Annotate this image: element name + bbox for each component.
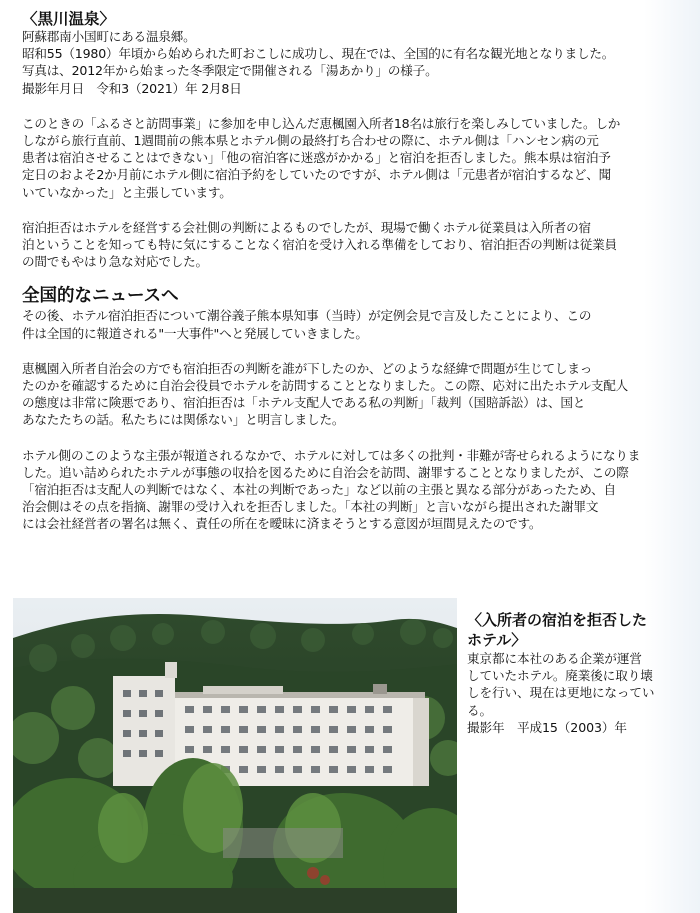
text-line: ホテル側のこのような主張が報道されるなかで、ホテルに対しては多くの批判・非難が寄せられるようになりま <box>22 447 641 463</box>
text-line: いていなかった」と主張しています。 <box>22 184 232 200</box>
text-line: 治会側はその点を指摘、謝罪の受け入れを拒否しました。「本社の判断」と言いながら提出された謝罪文 <box>22 499 599 515</box>
paragraph-hotel-apology <box>22 447 677 533</box>
text-line: 撮影年 平成15（2003）年 <box>467 719 627 735</box>
caption-text <box>467 650 689 736</box>
caption-heading <box>467 610 689 650</box>
text-line: る。 <box>467 702 492 718</box>
text-line: しを行い、現在は更地になってい <box>467 685 655 701</box>
photo-caption <box>467 610 689 736</box>
text-line: 患者は宿泊させることはできない」「他の宿泊客に迷惑がかかる」と宿泊を拒否しました。熊本県は宿泊予 <box>22 150 611 166</box>
hotel-photo <box>13 598 457 913</box>
kurokawa-description <box>22 28 677 97</box>
text-line: 「宿泊拒否は支配人の判断ではなく、本社の判断であった」など以前の主張と異なる部分があったため、自 <box>22 482 616 498</box>
text-line: 宿泊拒否はホテルを経営する会社側の判断によるものでしたが、現場で働くホテル従業員は入所者の宿 <box>22 219 591 235</box>
section-heading-national-news: 全国的なニュースへ <box>22 286 179 307</box>
text-line: した。追い詰められたホテルが事態の収拾を図るために自治会を訪問、謝罪することとなりましたが、この際 <box>22 464 629 480</box>
text-line: には会社経営者の署名は無く、責任の所在を曖昧に済まそうとする意図が垣間見えたのです。 <box>22 516 542 532</box>
text-line: 泊ということを知っても特に気にすることなく宿泊を受け入れる準備をしており、宿泊拒否の判断は従業員 <box>22 237 617 253</box>
text-line: あなたたちの話。私たちには関係ない」と明言しました。 <box>22 412 345 428</box>
caption-heading-line: ホテル〉 <box>467 631 527 649</box>
text-line: その後、ホテル宿泊拒否について潮谷義子熊本県知事（当時）が定例会見で言及したことにより、この <box>22 308 592 324</box>
text-line: 撮影年月日 令和3（2021）年 2月8日 <box>22 80 242 96</box>
text-line: の間でもやはり急な対応でした。 <box>22 254 208 270</box>
paragraph-self-governance-visit <box>22 360 677 429</box>
text-line: 件は全国的に報道される"一大事件"へと発展していきました。 <box>22 325 368 341</box>
text-line: 恵楓園入所者自治会の方でも宿泊拒否の判断を誰が下したのか、どのような経緯で問題が生じてしまっ <box>22 360 593 376</box>
text-line: たのかを確認するために自治会役員でホテルを訪問することとなりました。この際、応対に出たホテル支配人 <box>22 378 629 394</box>
caption-heading-line: 〈入所者の宿泊を拒否した <box>467 611 648 629</box>
text-line: しながら旅行直前、1週間前の熊本県とホテル側の最終打ち合わせの際に、ホテル側は「ハンセン病の元 <box>22 133 599 149</box>
paragraph-refusal-decision <box>22 219 677 271</box>
text-line: していたホテル。廃業後に取り壊 <box>467 668 653 684</box>
main-text-column <box>22 10 677 533</box>
text-line: 阿蘇郡南小国町にある温泉郷。 <box>22 29 196 44</box>
paragraph-visit-program <box>22 115 677 201</box>
text-line: 東京都に本社のある企業が運営 <box>467 651 642 666</box>
text-line: このときの「ふるさと訪問事業」に参加を申し込んだ恵楓園入所者18名は旅行を楽しみしていました。しか <box>22 115 621 131</box>
text-line: の態度は非常に険悪であり、宿泊拒否は「ホテル支配人である私の判断」「裁判（国賠訴訟）は、国と <box>22 395 586 411</box>
paragraph-national-news <box>22 307 677 341</box>
section-heading-kurokawa-onsen: 〈黒川温泉〉 <box>22 10 116 28</box>
text-line: 定日のおよそ2か月前にホテル側に宿泊予約をしていたのですが、ホテル側は「元患者が宿泊するなど、聞 <box>22 167 612 183</box>
text-line: 写真は、2012年から始まった冬季限定で開催される「湯あかり」の様子。 <box>22 63 438 79</box>
text-line: 昭和55（1980）年頃から始められた町おこしに成功し、現在では、全国的に有名な観光地となりました。 <box>22 46 615 62</box>
